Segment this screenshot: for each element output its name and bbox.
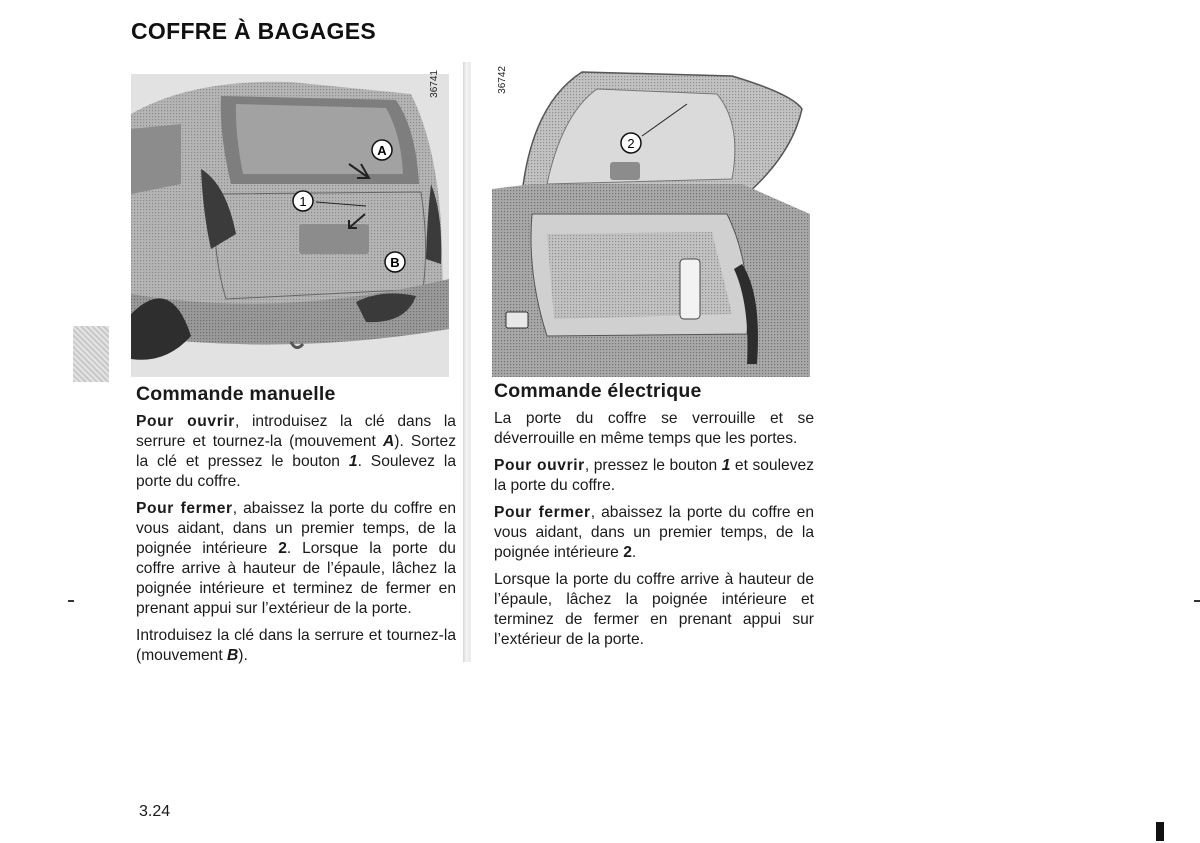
ref-movement-b: B — [227, 647, 239, 664]
callout-2-label: 2 — [627, 136, 635, 151]
text-run: ). Sortez la clé et pressez le bouton — [136, 433, 456, 470]
page-edge-marker — [1156, 822, 1164, 841]
ref-button-1: 1 — [721, 457, 731, 474]
manual-control-section — [136, 384, 456, 666]
electric-control-heading: Commande électrique — [494, 380, 702, 402]
electric-open-paragraph — [494, 456, 814, 496]
open-label: Pour ouvrir — [136, 413, 235, 430]
text-run: . — [631, 544, 637, 561]
ref-handle-2: 2 — [623, 544, 632, 561]
manual-control-heading: Commande manuelle — [136, 383, 336, 405]
text-run: . Lorsque la porte du coffre arrive à hauteur de l’épaule, lâchez la poignée intérieure et terminez de fermer en prenant appui sur l’extérieur de la porte. — [136, 540, 456, 617]
manual-lock-paragraph — [136, 626, 456, 666]
callout-1-label: 1 — [299, 194, 307, 209]
figure-code-left: 36741 — [429, 70, 440, 98]
margin-mark-right — [1194, 600, 1200, 602]
text-run: et soulevez la porte du coffre. — [494, 457, 814, 494]
manual-open-paragraph — [136, 412, 456, 492]
manual-close-paragraph — [136, 499, 456, 619]
text-run: , pressez le bouton — [584, 457, 722, 474]
text-run: Introduisez la clé dans la serrure et tournez-la (mouvement — [136, 627, 456, 664]
electric-shoulder-paragraph: Lorsque la porte du coffre arrive à hauteur de l’épaule, lâchez la poignée intérieure et terminez de fermer en prenant appui sur l’extérieur de la porte. — [494, 571, 814, 648]
page-number: 3.24 — [139, 803, 171, 820]
figure-electric-tailgate — [492, 64, 810, 377]
car-rear-closed-illustration — [131, 74, 449, 377]
close-label: Pour fermer — [136, 500, 233, 517]
figure-manual-tailgate — [131, 74, 449, 377]
ref-handle-2: 2 — [278, 540, 287, 557]
electric-close-paragraph — [494, 503, 814, 563]
text-run: , introduisez la clé dans la serrure et tournez-la (mouvement — [136, 413, 456, 450]
margin-mark-left — [68, 600, 74, 602]
open-label: Pour ouvrir — [494, 457, 585, 474]
text-run: ). — [238, 647, 248, 664]
text-run: . Soulevez la porte du coffre. — [136, 453, 456, 490]
text-run: , abaissez la porte du coffre en vous aidant, dans un premier temps, de la poignée intérieure — [136, 500, 456, 557]
page-title: COFFRE À BAGAGES — [131, 18, 377, 44]
electric-intro-paragraph: La porte du coffre se verrouille et se déverrouille en même temps que les portes. — [494, 410, 814, 447]
callout-a-label: A — [377, 143, 387, 158]
ref-button-1: 1 — [348, 453, 358, 470]
car-trunk-open-illustration — [492, 64, 810, 377]
column-divider — [463, 62, 471, 662]
ref-movement-a: A — [382, 433, 395, 450]
callout-b-label: B — [390, 255, 400, 270]
text-run: , abaissez la porte du coffre en vous aidant, dans un premier temps, de la poignée intérieure — [494, 504, 814, 561]
figure-code-right: 36742 — [497, 66, 508, 94]
section-tab-marker — [73, 326, 109, 382]
close-label: Pour fermer — [494, 504, 591, 521]
electric-control-section — [494, 381, 814, 650]
